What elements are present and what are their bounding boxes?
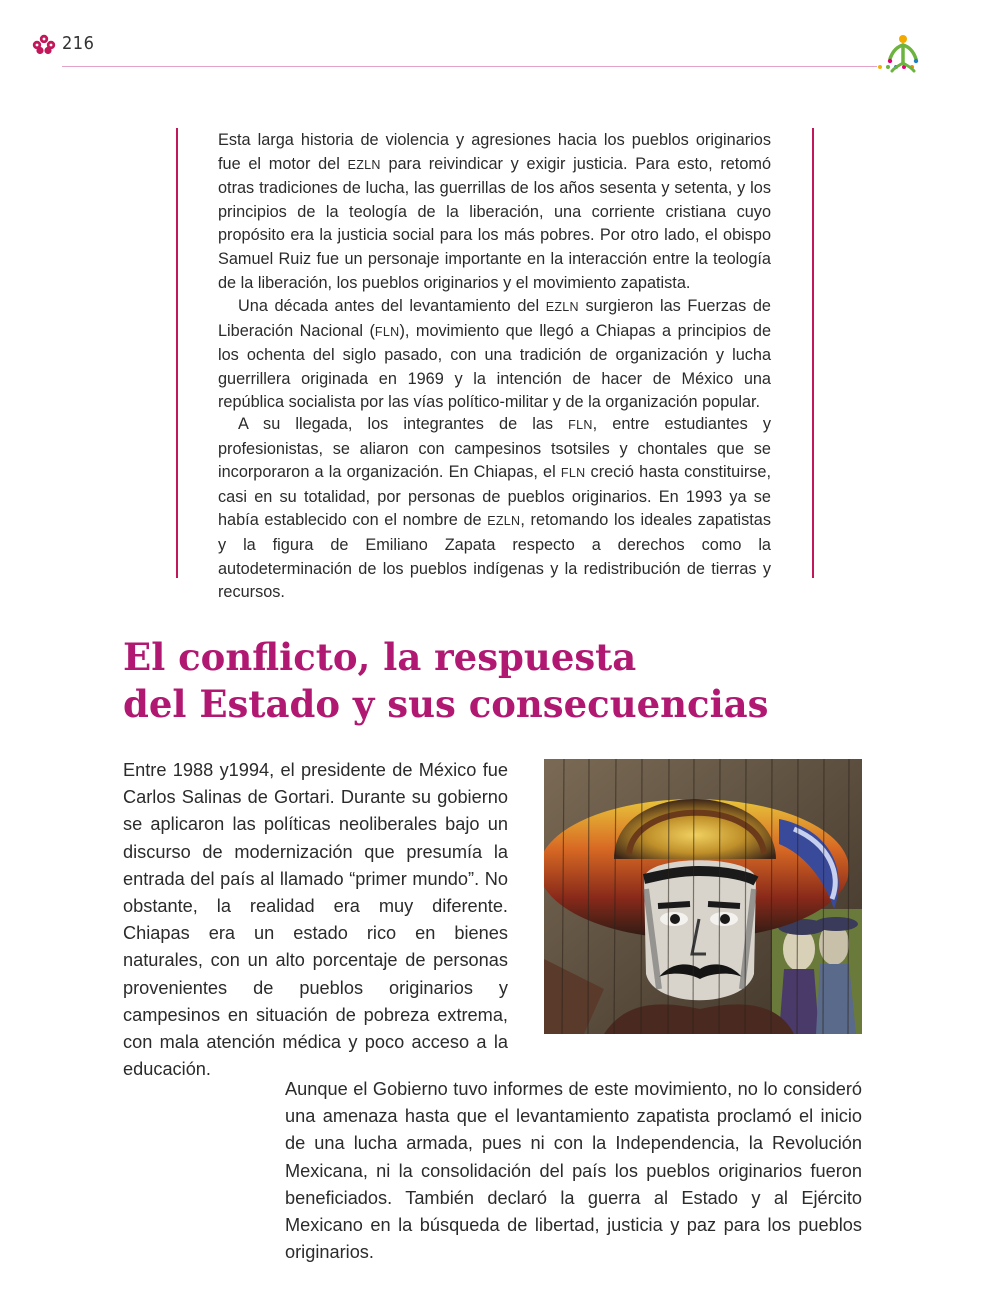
section-title-line-1: El conflicto, la respuesta xyxy=(123,635,637,679)
acronym: EZLN xyxy=(545,300,579,314)
quote-paragraph-1: Esta larga historia de violencia y agresiones hacia los pueblos originarios fue el motor del EZLN para reivindicar y exigir justicia. Para esto, retomó otras tradiciones de lucha, las guerrillas de los años sesenta y setenta, y los principios de la teología de la liberación, una corriente cristiana cuyo propósito era la justicia social para los más pobres. Por otro lado, el obispo Samuel Ruiz fue un personaje importante en la interacción entre la teología de la liberación, los pueblos originarios y el movimiento zapatista. xyxy=(218,131,771,292)
acronym: FLN xyxy=(568,418,593,432)
acronym: EZLN xyxy=(347,157,381,172)
section-title xyxy=(123,634,823,728)
quote-paragraph-3: A su llegada, los integrantes de las FLN, entre estudiantes y profesionistas, se aliaron con campesinos tsotsiles y chontales que se incorporaron a la organización. En Chiapas, el FLN creció hasta constituirse, casi en su totalidad, por personas de pueblos originarios. En 1993 ya se había establecido con el nombre de EZLN, retomando los ideales zapatistas y la figura de Emiliano Zapata respecto a derechos como la autodeterminación de los pueblos indígenas y la redistribución de tierras y recursos. xyxy=(218,415,771,602)
section-title-line-2: del Estado y sus consecuencias xyxy=(123,682,769,726)
page-number: 216 xyxy=(62,33,95,54)
acronym: EZLN xyxy=(487,514,521,529)
zapata-mural-image xyxy=(544,759,862,1034)
flower-cluster-icon xyxy=(31,33,57,55)
closing-paragraph: Aunque el Gobierno tuvo informes de este movimiento, no lo consideró una amenaza hasta que el levantamiento zapatista proclamó el inicio de una lucha armada, pues ni con la Independencia, la Revolución Mexicana, ni la consolidación del país los pueblos originarios fueron beneficiados. También declaró la guerra al Estado y al Ejército Mexicano en la búsqueda de libertad, justicia y paz para los pueblos originarios. xyxy=(285,1079,862,1263)
quote-box xyxy=(176,128,814,602)
acronym: FLN xyxy=(374,324,400,339)
sprout-figure-icon xyxy=(884,33,922,73)
acronym: FLN xyxy=(560,466,586,481)
intro-paragraph: Entre 1988 y1994, el presidente de México fue Carlos Salinas de Gortari. Durante su gobierno se aplicaron las políticas neoliberales bajo un discurso de modernización que presumía la entrada del país al llamado “primer mundo”. No obstante, la realidad era muy diferente. Chiapas era un estado rico en bienes naturales, con un alto porcentaje de personas provenientes de pueblos originarios y campesinos en situación de pobreza extrema, con mala atención médica y poco acceso a la educación. xyxy=(123,760,508,1080)
header-rule xyxy=(62,66,877,67)
quote-paragraph-2: Una década antes del levantamiento del EZLN surgieron las Fuerzas de Liberación Nacional (FLN), movimiento que llegó a Chiapas a principios de los ochenta del siglo pasado, con una tradición de organización y lucha guerrillera originada en 1969 y la intención de hacer de México una república socialista por las vías político-militar y de la organización popular. xyxy=(218,297,771,412)
